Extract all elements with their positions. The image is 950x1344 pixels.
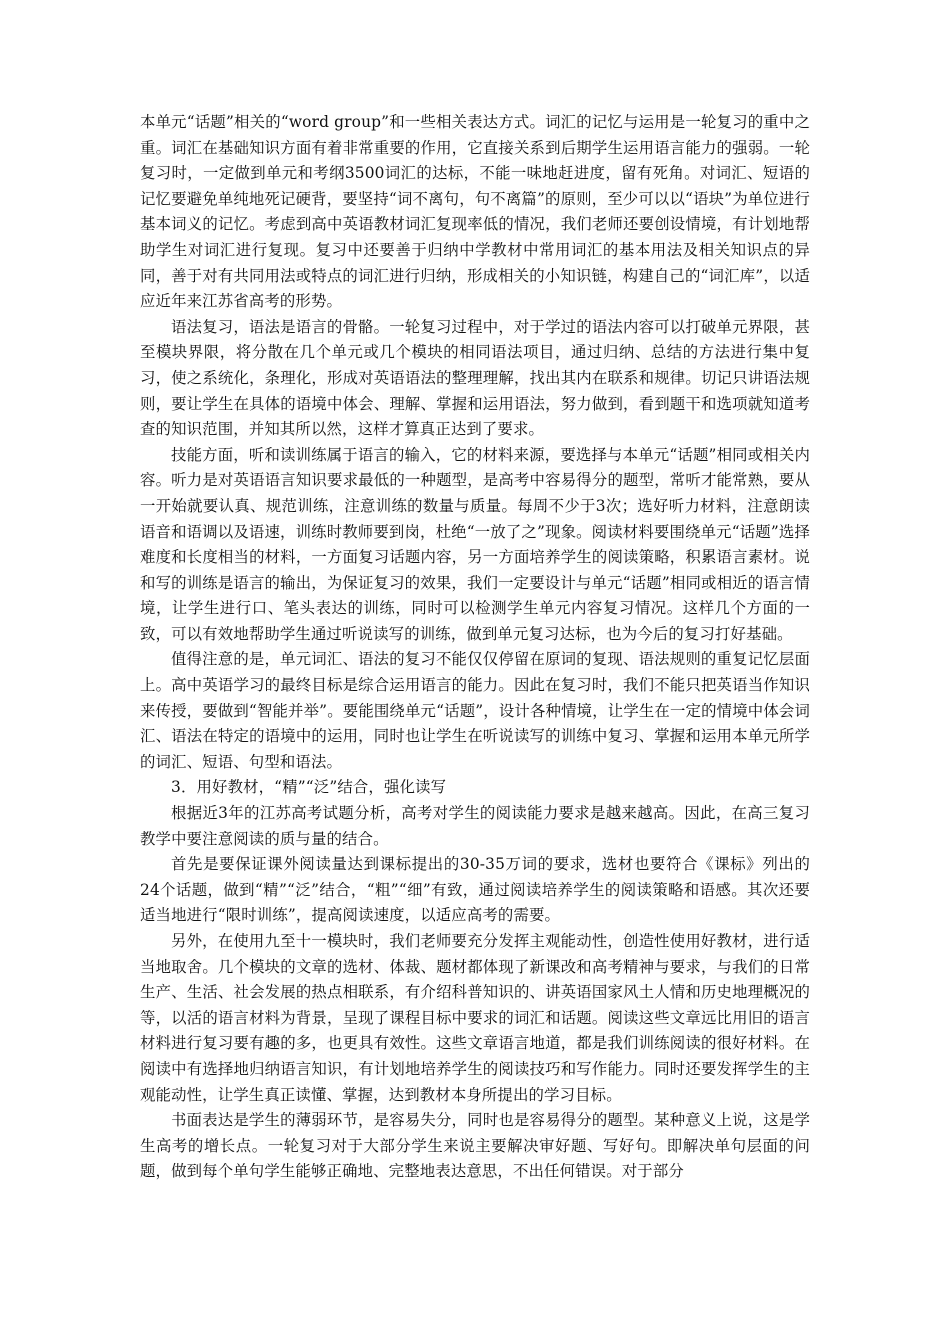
paragraph-7: 另外，在使用九至十一模块时，我们老师要充分发挥主观能动性，创造性使用好教材，进行适当地取舍。几个模块的文章的选材、体裁、题材都体现了新课改和高考精神与要求，与我们的日常生产、生活、社会发展的热点相联系，有介绍科普知识的、讲英语国家风土人情和历史地理概况的等，以活的语言材料为背景，呈现了课程目标中要求的词汇和话题。阅读这些文章远比用旧的语言材料进行复习要有趣的多，也更具有效性。这些文章语言地道，都是我们训练阅读的很好材料。在阅读中有选择地归纳语言知识，有计划地培养学生的阅读技巧和写作能力。同时还要发挥学生的主观能动性，让学生真正读懂、掌握，达到教材本身所提出的学习目标。	[140, 932, 810, 1104]
paragraph-4: 值得注意的是，单元词汇、语法的复习不能仅仅停留在原词的复现、语法规则的重复记忆层面上。高中英语学习的最终目标是综合运用语言的能力。因此在复习时，我们不能只把英语当作知识来传授，要做到“智能并举”。要能围绕单元“话题”，设计各种情境，让学生在一定的情境中体会词汇、语法在特定的语境中的运用，同时也让学生在听说读写的训练中复习、掌握和运用本单元所学的词汇、短语、句型和语法。	[140, 650, 810, 771]
paragraph-5: 根据近3年的江苏高考试题分析，高考对学生的阅读能力要求是越来越高。因此，在高三复习教学中要注意阅读的质与量的结合。	[140, 804, 810, 848]
paragraph-6: 首先是要保证课外阅读量达到课标提出的30-35万词的要求，选材也要符合《课标》列出的24个话题，做到“精”“泛”结合，“粗”“细”有致，通过阅读培养学生的阅读策略和语感。其次还要适当地进行“限时训练”，提高阅读速度，以适应高考的需要。	[140, 855, 810, 925]
paragraph-3: 技能方面，听和读训练属于语言的输入，它的材料来源，要选择与本单元“话题”相同或相关内容。听力是对英语语言知识要求最低的一种题型，是高考中容易得分的题型，常听才能常熟，要从一开始就要认真、规范训练，注意训练的数量与质量。每周不少于3次；选好听力材料，注意朗读语音和语调以及语速，训练时教师要到岗，杜绝“一放了之”现象。阅读材料要围绕单元“话题”选择难度和长度相当的材料，一方面复习话题内容，另一方面培养学生的阅读策略，积累语言素材。说和写的训练是语言的输出，为保证复习的效果，我们一定要设计与单元“话题”相同或相近的语言情境，让学生进行口、笔头表达的训练，同时可以检测学生单元内容复习情况。这样几个方面的一致，可以有效地帮助学生通过听说读写的训练，做到单元复习达标，也为今后的复习打好基础。	[140, 445, 810, 643]
section-heading: 3．用好教材，“精”“泛”结合，强化读写	[171, 778, 447, 797]
paragraph-1: 本单元“话题”相关的“word group”和一些相关表达方式。词汇的记忆与运用是一轮复习的重中之重。词汇在基础知识方面有着非常重要的作用，它直接关系到后期学生运用语言能力的强弱。一轮复习时，一定做到单元和考纲3500词汇的达标，不能一味地赶进度，留有死角。对词汇、短语的记忆要避免单纯地死记硬背，要坚持“词不离句，句不离篇”的原则，至少可以以“语块”为单位进行基本词义的记忆。考虑到高中英语教材词汇复现率低的情况，我们老师还要创设情境，有计划地帮助学生对词汇进行复现。复习中还要善于归纳中学教材中常用词汇的基本用法及相关知识点的异同，善于对有共同用法或特点的词汇进行归纳，形成相关的小知识链，构建自己的“词汇库”，以适应近年来江苏省高考的形势。	[140, 113, 810, 311]
paragraph-8: 书面表达是学生的薄弱环节，是容易失分，同时也是容易得分的题型。某种意义上说，这是学生高考的增长点。一轮复习对于大部分学生来说主要解决审好题、写好句。即解决单句层面的问题，做到每个单句学生能够正确地、完整地表达意思，不出任何错误。对于部分	[140, 1111, 810, 1181]
paragraph-2: 语法复习，语法是语言的骨骼。一轮复习过程中，对于学过的语法内容可以打破单元界限，甚至模块界限，将分散在几个单元或几个模块的相同语法项目，通过归纳、总结的方法进行集中复习，使之系统化，条理化，形成对英语语法的整理理解，找出其内在联系和规律。切记只讲语法规则，要让学生在具体的语境中体会、理解、掌握和运用语法，努力做到，看到题干和选项就知道考查的知识范围，并知其所以然，这样才算真正达到了要求。	[140, 317, 810, 439]
